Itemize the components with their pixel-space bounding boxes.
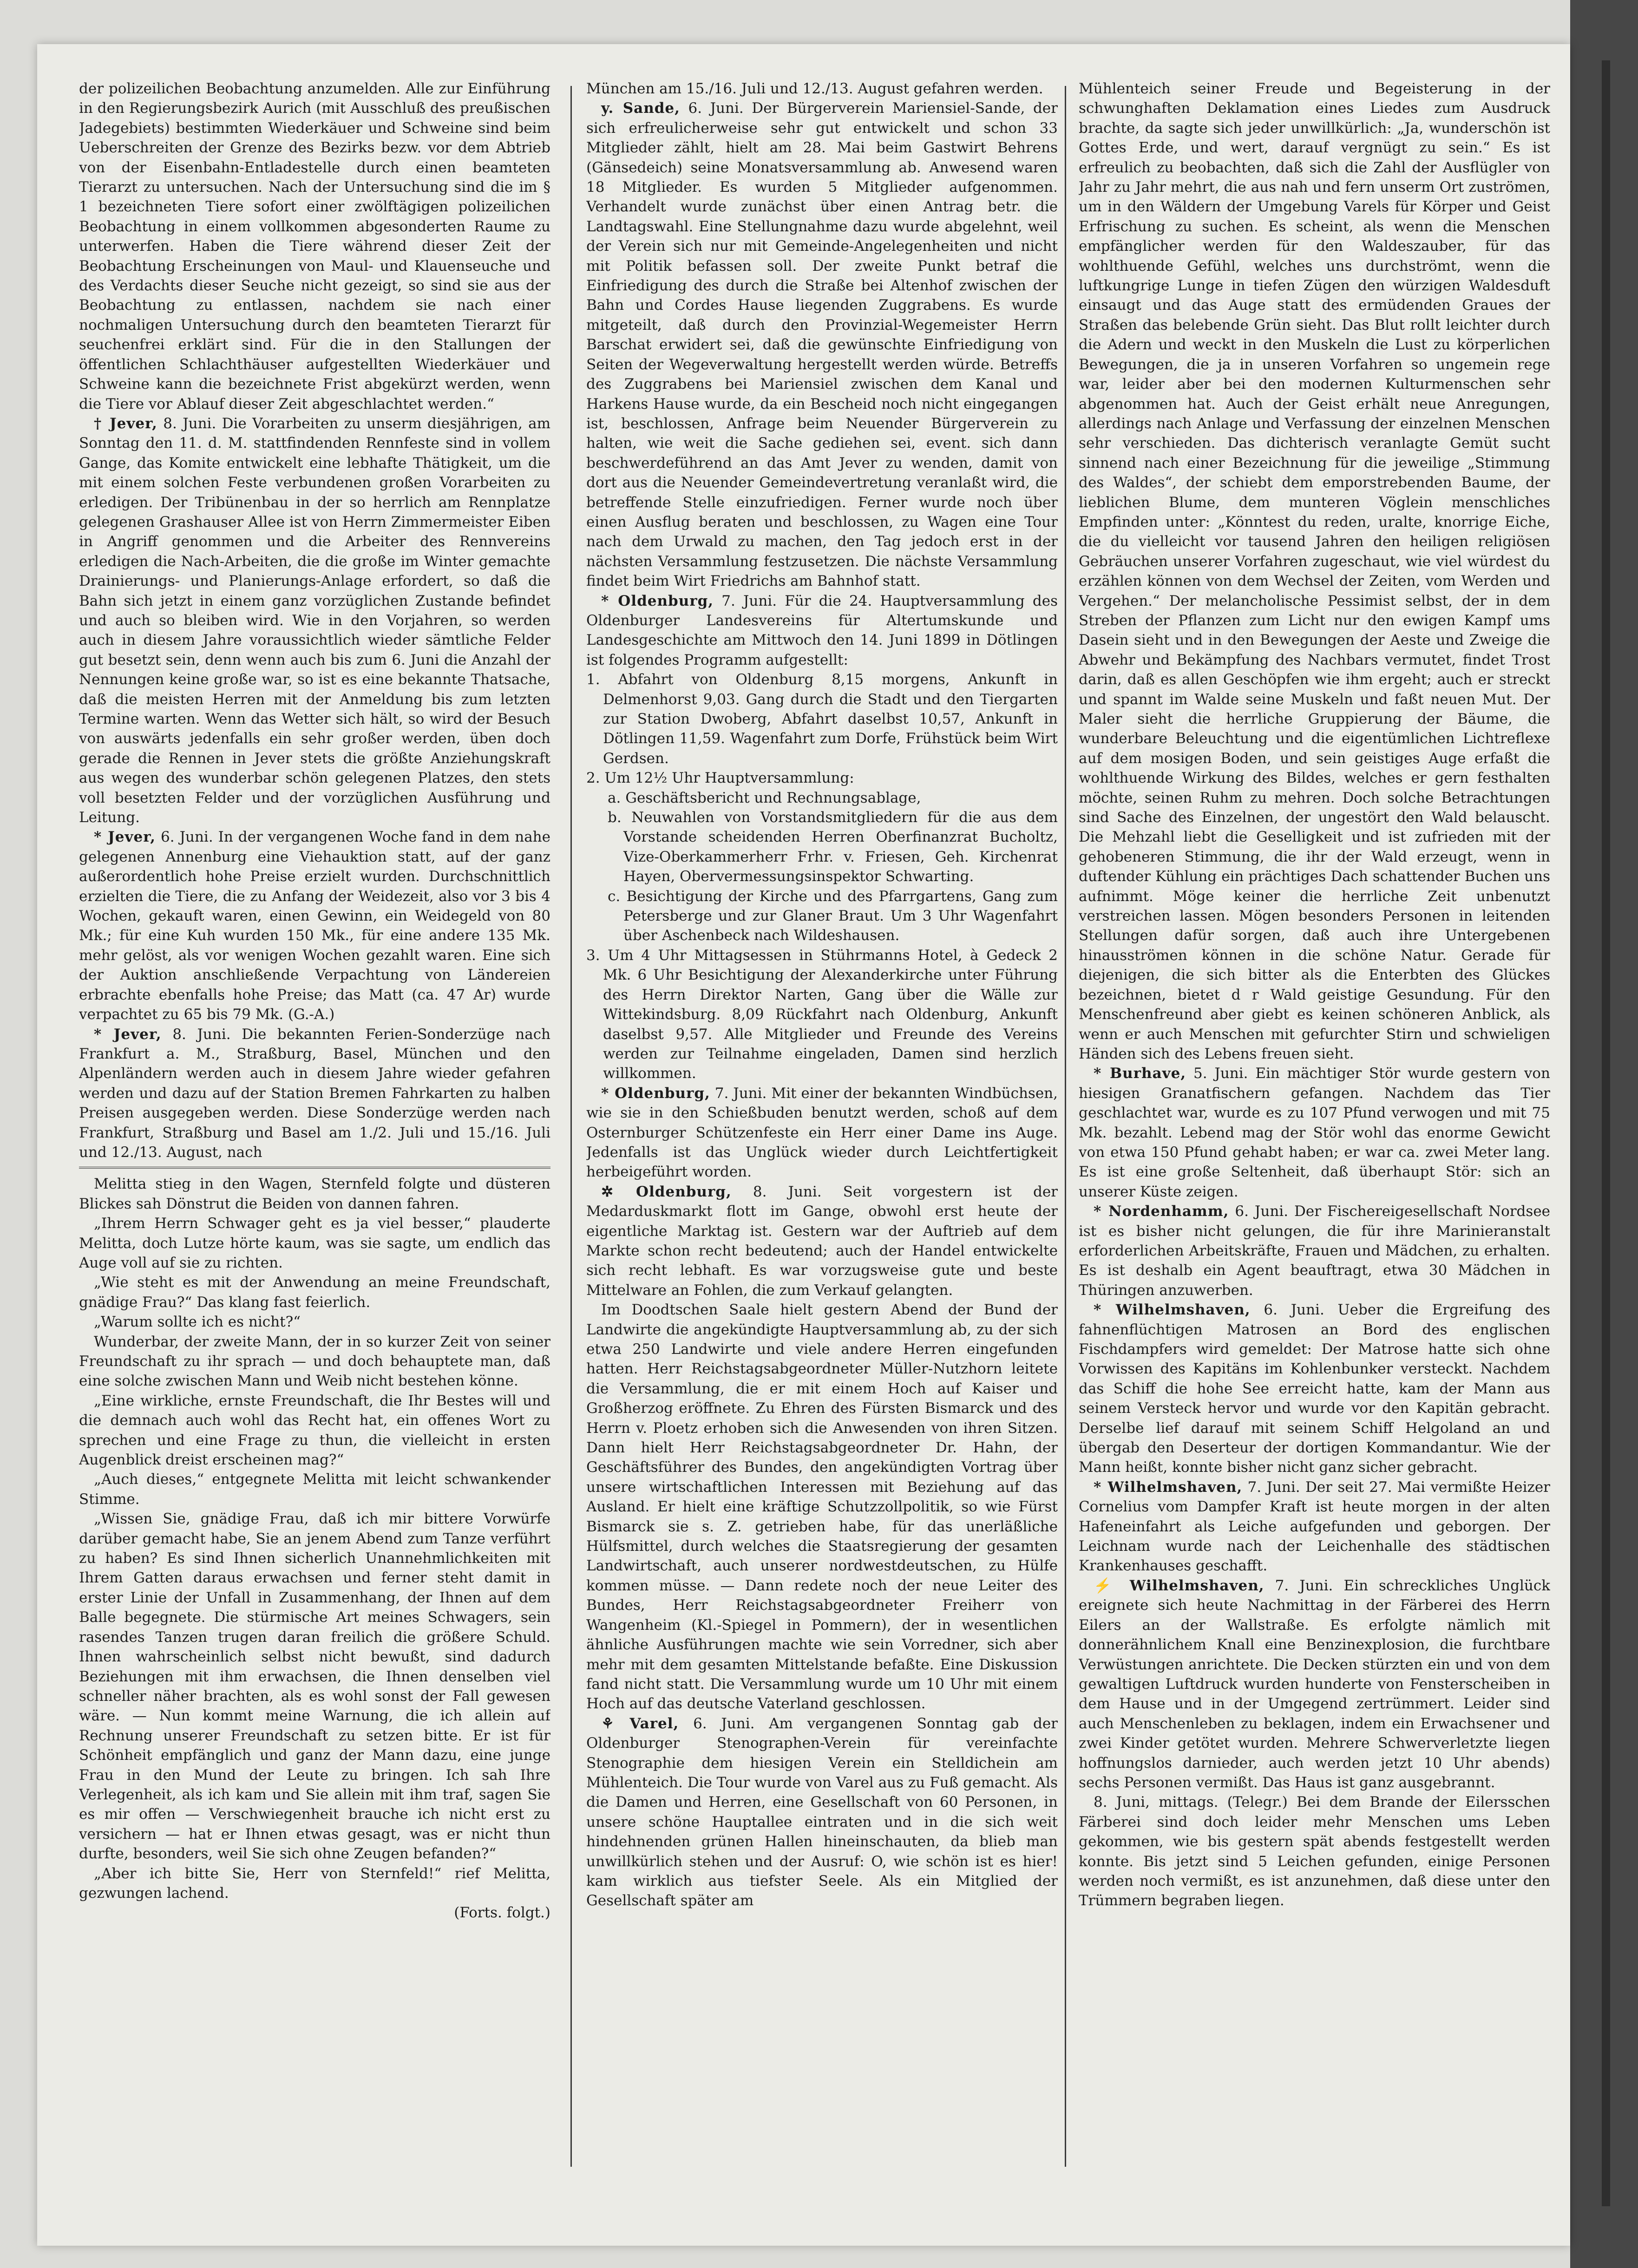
column-1 bbox=[79, 79, 550, 2183]
scan-edge-bar bbox=[1602, 60, 1610, 2206]
column-rule bbox=[1065, 86, 1066, 2167]
feuilleton-paragraph: „Wissen Sie, gnädige Frau, daß ich mir bittere Vorwürfe darüber gemacht habe, Sie an jenem Abend zum Tanze verführt zu haben? Es sind Ihnen sicherlich Unannehmlichkeiten mit Ihrem Gatten daraus erwachsen und ferner steht damit in erster Linie der Unfall in Zusammenhang, der Ihnen auf dem Balle begegnete. Die stürmische Art meines Schwagers, sein rasendes Tanzen trugen daran freilich die größere Schuld. Ihnen wahrscheinlich selbst nicht bewußt, sind dadurch Beziehungen mit ihm erwachsen, die Ihnen denselben viel schneller näher brachten, als es wohl sonst der Fall gewesen wäre. — Nun kommt meine Warnung, die ich allein auf Rechnung unserer Freundschaft zu setzen bitte. Er ist für Schönheit empfänglich und ganz der Mann dazu, eine junge Frau in den Mund der Leute zu bringen. Ich sah Ihre Verlegenheit, als ich kam und Sie allein mit ihm traf, sagen Sie es mir offen — Verschwiegenheit brauche ich nicht erst zu versichern — hat er Ihnen etwas gesagt, was er nicht thun durfte, besonders, weil Sie sich ohne Zeugen befanden?“ bbox=[79, 1510, 550, 1863]
news-item bbox=[1079, 1064, 1550, 1202]
news-text: 8. Juni. Die Vorarbeiten zu unserm diesjährigen, am Sonntag den 11. d. M. stattfindenden Rennfeste sind in vollem Gange, das Komite entwickelt eine lebhafte Thätigkeit, um die mit einem solchen Feste verbundenen großen Vorarbeiten zu erledigen. Der Tribünenbau in der so herrlich am Rennplatze gelegenen Grashauser Allee ist von Herrn Zimmermeister Eiben in Angriff genommen und die Arbeiter des Rennvereins erledigen die Nach-Arbeiten, die die große im Winter gemachte Drainierungs- und Planierungs-Anlage erfordert, so daß die Bahn sich jetzt in einem ganz vorzüglichen Zustande befindet und auch so bleiben wird. Wie in den Vorjahren, so werden auch in diesem Jahre voraussichtlich wieder sämtliche Felder gut besetzt sein, denn wenn auch bis zum 6. Juni die Anzahl der Nennungen keine große war, so ist es eine bekannte Thatsache, daß die meisten Herren mit der Anmeldung bis zum letzten Termine warten. Wenn das Wetter sich hält, so wird der Besuch von auswärts jedenfalls ein sehr großer werden, üben doch gerade die Rennen in Jever stets die größte Anziehungskraft aus wegen des wunderbar schön gelegenen Platzes, den stets voll besetzten Felder und der vorzüglichen Ausführung und Leitung. bbox=[79, 415, 550, 826]
article-paragraph: der polizeilichen Beobachtung anzumelden. Alle zur Einführung in den Regierungsbezirk Aurich (mit Ausschluß des preußischen Jadegebiets) bestimmten Wiederkäuer und Schweine sind beim Ueberschreiten der Grenze des Bezirks bezw. vor dem Abtrieb von der Eisenbahn-Entladestelle durch einen beamteten Tierarzt zu untersuchen. Nach der Untersuchung sind die im § 1 bezeichneten Tiere sofort einer zwölftägigen polizeilichen Beobachtung in einem vollkommen abgesonderten Raume zu unterwerfen. Haben die Tiere während dieser Zeit der Beobachtung Erscheinungen von Maul- und Klauenseuche und des Verdachts dieser Seuche nicht gezeigt, so sind sie aus der Beobachtung zu entlassen, nachdem sie nach einer nochmaligen Untersuchung durch den beamteten Tierarzt für seuchenfrei erklärt sind. Für die in den Stallungen der öffentlichen Schlachthäuser aufgestellten Wiederkäuer und Schweine kann die bezeichnete Frist abgekürzt werden, wenn die Tiere vor Ablauf dieser Zeit abgeschlachtet werden.“ bbox=[79, 80, 550, 412]
article-paragraph: München am 15./16. Juli und 12./13. August gefahren werden. bbox=[586, 80, 1043, 97]
dateline: y. Sande, bbox=[601, 100, 680, 117]
dateline: * Jever, bbox=[94, 1026, 162, 1043]
news-text: 6. Juni. In der vergangenen Woche fand in dem nahe gelegenen Annenburg eine Viehauktion statt, auf der ganz außerordentlich hohe Preise erzielt wurden. Durchschnittlich erzielten die Tiere, die zu Anfang der Weidezeit, also vor 3 bis 4 Wochen, gekauft waren, einen Gewinn, ein Weidegeld von 80 Mk.; für eine Kuh wurden 150 Mk., für eine andere 135 Mk. mehr gelöst, als vor wenigen Wochen gezahlt waren. Eine sich der Auktion anschließende Verpachtung von Ländereien erbrachte ebenfalls hohe Preise; das Matt (ca. 47 Ar) wurde verpachtet zu 65 bis 79 Mk. (G.-A.) bbox=[79, 829, 550, 1023]
feuilleton-paragraph: „Aber ich bitte Sie, Herr von Sternfeld!“ rief Melitta, gezwungen lachend. bbox=[79, 1865, 550, 1902]
news-item bbox=[1079, 1576, 1550, 1792]
feuilleton-paragraph: Melitta stieg in den Wagen, Sternfeld folgte und düsteren Blickes sah Dönstrut die Beiden von dannen fahren. bbox=[79, 1176, 550, 1212]
feuilleton-paragraph: „Wie steht es mit der Anwendung an meine Freundschaft, gnädige Frau?“ Das klang fast feierlich. bbox=[79, 1274, 550, 1311]
dateline: * Burhave, bbox=[1094, 1065, 1186, 1082]
news-text: 6. Juni. Am vergangenen Sonntag gab der Oldenburger Stenographen-Verein für vereinfachte Stenographie dem hiesigen Verein ein Stelldichein am Mühlenteich. Die Tour wurde von Varel aus zu Fuß gemacht. Als die Damen und Herren, eine Gesellschaft von 60 Personen, in unsere schöne Hauptallee eintraten und in die sich weit hindehnenden grünen Hallen hineinschauten, da blieb man unwillkürlich stehen und der Ausruf: O, wie schön ist es hier! kam wirklich aus tiefster Seele. Als ein Mitglied der Gesellschaft später am bbox=[586, 1715, 1058, 1909]
dateline: * Wilhelmshaven, bbox=[1094, 1301, 1251, 1319]
program-item: 2. Um 12½ Uhr Hauptversammlung: bbox=[586, 770, 854, 787]
program-subitem: c. Besichtigung der Kirche und des Pfarrgartens, Gang zum Petersberge und zur Glaner Braut. Um 3 Uhr Wagenfahrt über Aschenbeck nach Wildeshausen. bbox=[608, 888, 1058, 944]
program-subitem: b. Neuwahlen von Vorstandsmitgliedern für die aus dem Vorstande scheidenden Herren Oberfinanzrat Bucholtz, Vize-Oberkammerherr Frhr. v. Friesen, Geh. Kirchenrat Hayen, Obervermessungsinspektor Schwarting. bbox=[608, 809, 1058, 885]
news-text: 8. Juni. Seit vorgestern ist der Medarduskmarkt flott im Gange, obwohl erst heute der eigentliche Marktag ist. Gestern war der Auftrieb auf dem Markte schon recht bedeutend; auch der Handel entwickelte sich recht lebhaft. Es war vorzugsweise gute und beste Mittelware an Fohlen, die zum Verkauf gelangten. bbox=[586, 1183, 1058, 1299]
news-item bbox=[586, 98, 1058, 591]
news-item bbox=[79, 1025, 550, 1163]
news-text: 6. Juni. Der Bürgerverein Mariensiel-Sande, der sich erfreulicherweise sehr gut entwickelt und schon 33 Mitglieder zählt, hielt am 28. Mai beim Gastwirt Behrens (Gänsedeich) seine Monatsversammlung ab. Anwesend waren 18 Mitglieder. Es wurden 5 Mitglieder aufgenommen. Verhandelt wurde zunächst über einen Antrag betr. die Landtagswahl. Eine Stellungnahme dazu wurde abgelehnt, weil der Verein sich nur mit Gemeinde-Angelegenheiten und nicht mit Politik befassen soll. Der zweite Punkt betraf die Einfriedigung des durch die Straße bei Altenhof zwischen der Bahn und Cordes Hause liegenden Zuggrabens. Es wurde mitgeteilt, daß durch den Provinzial-Wegemeister Herrn Barschat erwidert sei, daß die gewünschte Einfriedigung von Seiten der Wegeverwaltung hergestellt werden würde. Betreffs des Zuggrabens bei Mariensiel zwischen dem Kanal und Harkens Hause wurde, da ein Bescheid noch nicht eingegangen ist, beschlossen, Anfrage beim Neuender Bürgerverein zu halten, wie weit die Sache gediehen sei, event. sich dann beschwerdeführend an das Amt Jever zu wenden, damit von dort aus die Neuender Gemeindevertretung veranlaßt wird, die betreffende Stelle einzufriedigen. Ferner wurde noch über einen Ausflug beraten und beschlossen, zu Wagen eine Tour nach dem Urwald zu machen, den Tag jedoch erst in der nächsten Versammlung festzusetzen. Die nächste Versammlung findet beim Wirt Friedrichs am Bahnhof statt. bbox=[586, 100, 1058, 590]
feuilleton-paragraph: „Eine wirkliche, ernste Freundschaft, die Ihr Bestes will und die demnach auch wohl das Recht hat, ein offenes Wort zu sprechen und eine Frage zu thun, die vielleicht in ersten Augenblick dreist erscheinen mag?“ bbox=[79, 1392, 550, 1469]
news-item bbox=[79, 827, 550, 1024]
column-rule bbox=[570, 86, 572, 2167]
dateline: * Nordenhamm, bbox=[1094, 1203, 1229, 1220]
news-text: 5. Juni. Ein mächtiger Stör wurde gestern von hiesigen Granatfischern gefangen. Nachdem das Tier geschlachtet war, wurde es zu 107 Pfund verwogen und mit 75 Mk. bezahlt. Lebend mag der Stör wohl das enorme Gewicht von etwa 150 Pfund gehabt haben; er war ca. zwei Meter lang. Es ist eine große Seltenheit, daß überhaupt Stör: sich an unserer Küste zeigen. bbox=[1079, 1065, 1550, 1200]
news-text: 7. Juni. Für die 24. Hauptversammlung des Oldenburger Landesvereins für Altertumskunde und Landesgeschichte am Mittwoch den 14. Juni 1899 in Dötlingen ist folgendes Programm aufgestellt: bbox=[586, 592, 1058, 668]
news-text: 6. Juni. Ueber die Ergreifung des fahnenflüchtigen Matrosen an Bord des englischen Fischdampfers wird gemeldet: Der Matrose hatte sich ohne Vorwissen des Kapitäns im Kohlenbunker versteckt. Nachdem das Schiff die hohe See erreicht hatte, kam der Mann aus seinem Versteck hervor und wurde vor den Kapitän gebracht. Derselbe lief darauf mit seinem Schiff Helgoland an und übergab den Deserteur der dortigen Kommandantur. Wie der Mann heißt, konnte bisher nicht ganz sicher gebracht. bbox=[1079, 1301, 1550, 1476]
dateline: * Oldenburg, bbox=[601, 592, 714, 609]
continuation-note: (Forts. folgt.) bbox=[454, 1904, 550, 1922]
news-item bbox=[586, 591, 1058, 670]
feuilleton-paragraph: „Auch dieses,“ entgegnete Melitta mit leicht schwankender Stimme. bbox=[79, 1471, 550, 1508]
column-3 bbox=[1079, 79, 1550, 2183]
news-item: Im Doodtschen Saale hielt gestern Abend der Bund der Landwirte die angekündigte Hauptversammlung ab, zu der sich etwa 250 Landwirte und viele andere Herren eingefunden hatten. Herr Reichstagsabgeordneter Müller-Nutzhorn leitete die Versammlung, die er mit einem Hoch auf Kaiser und Großherzog eröffnete. Zu Ehren des Fürsten Bismarck und des Herrn v. Ploetz erhoben sich die Anwesenden von ihren Sitzen. Dann hielt Herr Reichstagsabgeordneter Dr. Hahn, der Geschäftsführer des Bundes, den angekündigten Vortrag über unsere wirtschaftlichen Interessen mit Beziehung auf das Ausland. Er hielt eine kräftige Schutzzollpolitik, so wie Fürst Bismarck sie s. Z. getrieben habe, für das unerläßliche Hülfsmittel, durch welches die Staatsregierung der gesamten Landwirtschaft, auch unserer nordwestdeutschen, zu Hülfe kommen müsse. — Dann redete noch der neue Leiter des Bundes, Herr Reichstagsabgeordneter Freiherr von Wangenheim (Kl.-Spiegel in Pommern), der in wesentlichen ähnliche Ausführungen machte wie sein Vorredner, sich aber mehr mit dem gesamten Mittelstande befaßte. Eine Diskussion fand nicht statt. Die Versammlung wurde um 10 Uhr mit einem Hoch auf das deutsche Vaterland geschlossen. bbox=[586, 1301, 1058, 1712]
news-text: 7. Juni. Der seit 27. Mai vermißte Heizer Cornelius vom Dampfer Kraft ist heute morgen in der alten Hafeneinfahrt als Leiche aufgefunden und geborgen. Der Leichnam wurde nach der Leichenhalle des städtischen Krankenhauses geschafft. bbox=[1079, 1478, 1550, 1575]
column-2 bbox=[586, 79, 1058, 2183]
article-paragraph: Mühlenteich seiner Freude und Begeisterung in der schwunghaften Deklamation eines Liedes zum Ausdruck brachte, da sagte sich jeder unwillkürlich: „Ja, wunderschön ist Gottes Erde, und wert, darauf vergnügt zu sein.“ Es ist erfreulich zu beobachten, daß sich die Zahl der Ausflügler von Jahr zu Jahr mehrt, die aus nah und fern unserm Ort zuströmen, um in den Wäldern der Umgebung Varels für Körper und Geist Erfrischung zu suchen. Es scheint, als wenn die Menschen empfänglicher werden für den Waldeszauber, für das wohlthuende Gefühl, welches uns durchströmt, wenn die luftkungrige Lunge in tiefen Zügen den würzigen Waldesduft einsaugt und das Auge statt des ermüdenden Graues der Straßen das belebende Grün sieht. Das Blut rollt leichter durch die Adern und weckt in den Muskeln die Lust zu körperlichen Bewegungen, die ja in unseren Vorfahren so ungemein rege war, leider aber bei den modernen Kulturmenschen sehr abgenommen hat. Auch der Geist erhält neue Anregungen, allerdings nach Anlage und Verfassung der einzelnen Menschen sehr verschieden. Das dichterisch veranlagte Gemüt sucht sinnend nach einer Bezeichnung für die jeweilige „Stimmung des Waldes“, der schiebt dem emporstrebenden Baume, der lieblichen Blume, dem munteren Vöglein menschliches Empfinden unter: „Könntest du reden, uralte, knorrige Eiche, die du vielleicht vor tausend Jahren den heiligen religiösen Gebräuchen unserer Vorfahren zugeschaut, wie viel würdest du erzählen können von dem Wechsel der Zeiten, vom Werden und Vergehen.“ Der melancholische Pessimist selbst, der in dem Streben der Pflanzen zum Licht nur den ewigen Kampf ums Dasein sieht und in den Bewegungen der Aeste und Zweige die Abwehr und Bekämpfung des Nachbars vermutet, findet Trost darin, daß es allen Geschöpfen wie ihm ergeht; auch er streckt und spannt im Walde seine Muskeln und faßt neuen Mut. Der Maler sieht die herrliche Gruppierung der Bäume, die wunderbare Beleuchtung und die eigentümlichen Lichtreflexe auf dem mosigen Boden, und sein geistiges Auge erfaßt die wohlthuende Wirkung des Bildes, welches er gern festhalten möchte, seinen Ruhm zu mehren. Doch solche Betrachtungen sind Sache des Einzelnen, der ungestört den Wald belauscht. Die Mehzahl liebt die Geselligkeit und ist zufrieden mit der gehobeneren Stimmung, die ihr der Wald erzeugt, wenn in duftender Kühlung ein prächtiges Dach schattender Buchen uns aufnimmt. Möge keiner die herrliche Zeit unbenutzt verstreichen lassen. Mögen besonders Personen in leitenden Stellungen dafür sorgen, daß auch ihre Untergebenen hinausströmen können in die schöne Natur. Gerade für diejenigen, die sich bitter als die Enterbten des Glückes bezeichnen, bietet d r Wald geistige Gesundung. Für den Menschenfreund aber giebt es keinen schöneren Anblick, als wenn er auch Menschen mit gefurchter Stirn und schwieligen Händen sich des Lebens freuen sieht. bbox=[1079, 80, 1550, 1062]
feuilleton-paragraph: „Ihrem Herrn Schwager geht es ja viel besser,“ plauderte Melitta, doch Lutze hörte kaum, was sie sagte, um endlich das Auge voll auf sie zu richten. bbox=[79, 1215, 550, 1271]
news-item bbox=[586, 1182, 1058, 1300]
feuilleton-separator bbox=[79, 1167, 550, 1169]
news-item bbox=[586, 1084, 1058, 1182]
news-text: 8. Juni. Die bekannten Ferien-Sonderzüge nach Frankfurt a. M., Straßburg, Basel, München und den Alpenländern werden auch in diesem Jahre wieder gefahren werden und dazu auf der Station Bremen Fahrkarten zu halben Preisen ausgegeben werden. Diese Sonderzüge werden nach Frankfurt, Straßburg und Basel am 1./2. Juli und 15./16. Juli und 12./13. August, nach bbox=[79, 1026, 550, 1161]
news-text: 6. Juni. Der Fischereigesellschaft Nordsee ist es bisher nicht gelungen, die für ihre Marinieranstalt erforderlichen Arbeitskräfte, Frauen und Mädchen, zu erhalten. Es ist deshalb ein Agent beauftragt, etwa 30 Mädchen in Thüringen anzuwerben. bbox=[1079, 1203, 1550, 1299]
scan-edge bbox=[1570, 0, 1638, 2268]
dateline: ✲ Oldenburg, bbox=[601, 1183, 732, 1200]
dateline: * Jever, bbox=[94, 829, 156, 846]
news-item bbox=[1079, 1477, 1550, 1576]
news-text: 7. Juni. Ein schreckliches Unglück ereignete sich heute Nachmittag in der Färberei des Herrn Eilers an der Wallstraße. Es erfolgte nämlich mit donnerähnlichem Knall eine Benzinexplosion, die furchtbare Verwüstungen anrichtete. Die Decken stürzten ein und von dem gewaltigen Luftdruck wurden hunderte von Fensterscheiben in dem Hause und in der Umgegend zertrümmert. Leider sind auch Menschenleben zu beklagen, indem ein Erwachsener und zwei Kinder getötet wurden. Mehrere Schwerverletzte liegen hoffnungslos darnieder, auch werden jetzt 10 Uhr abends) sechs Personen vermißt. Das Haus ist ganz ausgebrannt. bbox=[1079, 1577, 1550, 1791]
dateline: * Wilhelmshaven, bbox=[1094, 1478, 1243, 1496]
dateline: ⚘ Varel, bbox=[601, 1715, 679, 1732]
news-item bbox=[1079, 1202, 1550, 1300]
news-text: 7. Juni. Mit einer der bekannten Windbüchsen, wie sie in den Schießbuden benutzt werden, schoß auf dem Osternburger Schützenfeste ein Herr einer Dame ins Auge. Jedenfalls ist das Unglück wieder durch Leichtfertigkeit herbeigeführt worden. bbox=[586, 1085, 1058, 1181]
news-item bbox=[586, 1714, 1058, 1911]
news-item bbox=[1079, 1300, 1550, 1477]
feuilleton-paragraph: Wunderbar, der zweite Mann, der in so kurzer Zeit von seiner Freundschaft zu ihr sprach — und doch behauptete man, daß eine solche zwischen Mann und Weib nicht bestehen könne. bbox=[79, 1333, 550, 1390]
dateline: † Jever, bbox=[94, 415, 157, 432]
program-subitem: a. Geschäftsbericht und Rechnungsablage, bbox=[608, 789, 921, 806]
program-item: 1. Abfahrt von Oldenburg 8,15 morgens, Ankunft in Delmenhorst 9,03. Gang durch die Stadt und den Tiergarten zur Station Dwoberg, Abfahrt daselbst 10,57, Ankunft in Dötlingen 11,59. Wagenfahrt zum Dorfe, Frühstück beim Wirt Gerdsen. bbox=[586, 671, 1058, 767]
program-item: 3. Um 4 Uhr Mittagsessen in Stührmanns Hotel, à Gedeck 2 Mk. 6 Uhr Besichtigung der Alexanderkirche unter Führung des Herrn Direktor Narten, Gang über die Wälle zur Wittekindsburg. 8,09 Rückfahrt nach Oldenburg, Ankunft daselbst 9,57. Alle Mitglieder und Freunde des Vereins werden zur Teilnahme eingeladen, Damen sind herzlich willkommen. bbox=[586, 947, 1058, 1082]
feuilleton-paragraph: „Warum sollte ich es nicht?“ bbox=[94, 1314, 301, 1331]
dateline: ⚡ Wilhelmshaven, bbox=[1094, 1577, 1265, 1594]
news-item: 8. Juni, mittags. (Telegr.) Bei dem Brande der Eilersschen Färberei sind doch leider mehr Menschen ums Leben gekommen, wie bis gestern spät abends festgestellt werden konnte. Bis jetzt sind 5 Leichen gefunden, einige Personen werden noch vermißt, es ist anzunehmen, daß diese unter den Trümmern begraben liegen. bbox=[1079, 1794, 1550, 1909]
news-item bbox=[79, 414, 550, 828]
dateline: * Oldenburg, bbox=[601, 1085, 710, 1102]
